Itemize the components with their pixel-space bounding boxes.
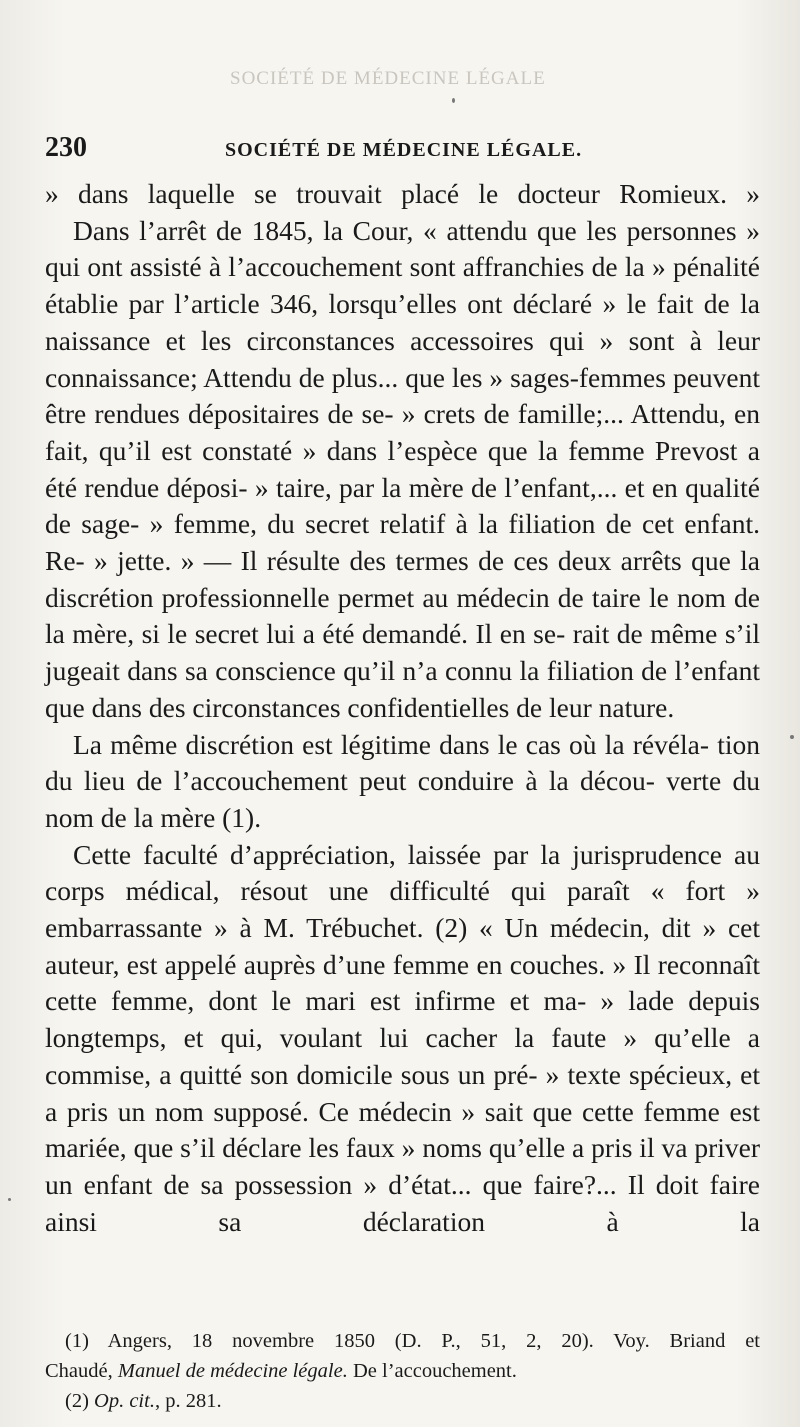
- footnote-2: [45, 1386, 760, 1416]
- paragraph-3: La même discrétion est légitime dans le cas où la révéla- tion du lieu de l’accouchement peut conduire à la décou- verte du nom de la mère (1).: [45, 728, 760, 833]
- paragraph-4: Cette faculté d’appréciation, laissée par la jurisprudence au corps médical, résout une difficulté qui paraît « fort » embarrassante » à M. Trébuchet. (2) « Un médecin, dit » cet auteur, est appelé auprès d’une femme en couches. » Il reconnaît cette femme, dont le mari est infirme et ma- » lade depuis longtemps, et qui, voulant lui cacher la faute » qu’elle a commise, a quitté son domicile sous un pré- » texte spécieux, et a pris un nom supposé. Ce médecin » sait que cette femme est mariée, que s’il déclare les faux » noms qu’elle a pris il va priver un enfant de sa possession » d’état... que faire?... Il doit faire ainsi sa déclaration à la: [45, 838, 760, 1237]
- running-head: SOCIÉTÉ DE MÉDECINE LÉGALE.: [225, 139, 583, 161]
- footnote-2-page: , p. 281.: [154, 1390, 222, 1412]
- print-speck: [452, 98, 455, 103]
- footnotes: [45, 1326, 760, 1416]
- paragraph-1: » dans laquelle se trouvait placé le docteur Romieux. »: [45, 178, 760, 209]
- bleed-through-running-head: SOCIÉTÉ DE MÉDECINE LÉGALE: [230, 68, 546, 89]
- body-text: [45, 176, 760, 1240]
- page-header: [45, 132, 760, 164]
- paragraph-2: Dans l’arrêt de 1845, la Cour, « attendu que les personnes » qui ont assisté à l’accouchement sont affranchies de la » pénalité établie par l’article 346, lorsqu’elles ont déclaré » le fait de la naissance et les circonstances accessoires qui » sont à leur connaissance; Attendu de plus... que les » sages-femmes peuvent être rendues dépositaires de se- » crets de famille;... Attendu, en fait, qu’il est constaté » dans l’espèce que la femme Prevost a été rendue déposi- » taire, par la mère de l’enfant,... et en qualité de sage- » femme, du secret relatif à la filiation de cet enfant. Re- » jette. » — Il résulte des termes de ces deux arrêts que la discrétion professionnelle permet au médecin de taire le nom de la mère, si le secret lui a été demandé. Il en se- rait de même s’il jugeait dans sa conscience qu’il n’a connu la filiation de l’enfant que dans des circonstances confidentielles de leur nature.: [45, 214, 760, 723]
- page-number: 230: [45, 132, 87, 163]
- footnote-1-book-title: Manuel de médecine légale.: [117, 1360, 348, 1382]
- footnote-2-number: (2): [65, 1390, 95, 1412]
- footnote-1-line-1: (1) Angers, 18 novembre 1850 (D. P., 51, 2, 20). Voy. Briand et: [65, 1330, 760, 1352]
- footnote-1-section: De l’accouchement.: [347, 1360, 517, 1382]
- footnote-2-reference: Op. cit.: [94, 1390, 155, 1412]
- footnote-1-line-2: [45, 1356, 760, 1386]
- footnote-1-author: Chaudé,: [45, 1360, 118, 1382]
- print-speck: [8, 1198, 11, 1201]
- print-speck: [790, 735, 794, 739]
